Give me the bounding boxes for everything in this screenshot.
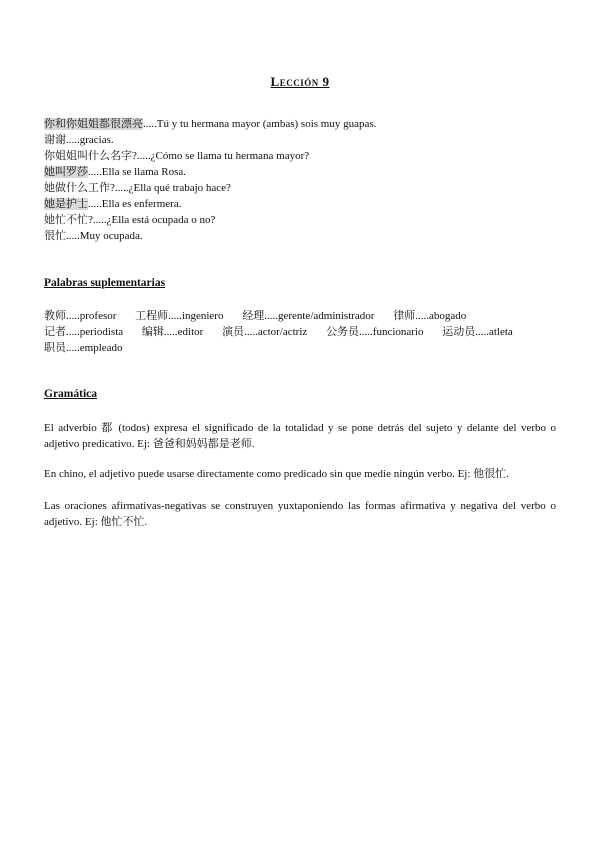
vocab-item: [326, 324, 423, 340]
dialogue-line: [44, 148, 564, 164]
dialogue-chinese: 你姐姐叫什么名字?: [44, 150, 137, 162]
dialogue-line: [44, 196, 564, 212]
dialogue-line: [44, 180, 564, 196]
vocab-section-title: Palabras suplementarias: [44, 277, 166, 289]
dialogue-spanish: .....Muy ocupada.: [66, 230, 143, 242]
vocab-chinese: 工程师: [135, 310, 169, 322]
grammar-paragraph: Las oraciones afirmativas-negativas se construyen yuxtaponiendo las formas afirmativa y negativa del verbo o adjetivo. Ej: 他忙不忙.: [44, 500, 556, 528]
dialogue-line: [44, 164, 564, 180]
dialogue-spanish: .....¿Ella está ocupada o no?: [92, 214, 216, 226]
vocab-chinese: 经理: [242, 310, 265, 322]
dialogue-spanish: .....gracias.: [66, 134, 114, 146]
vocab-row: [44, 324, 564, 340]
grammar-paragraph: El adverbio 都 (todos) expresa el significado de la totalidad y se pone detrás del sujeto y delante del verbo o adjetivo predicativo. Ej: 爸爸和妈妈都是老师.: [44, 422, 556, 450]
vocab-chinese: 律师: [393, 310, 416, 322]
dialogue-line: [44, 228, 564, 244]
vocab-row: [44, 308, 564, 324]
dialogue-chinese: 她忙不忙?: [44, 214, 93, 226]
lesson-title: Lección 9: [270, 74, 330, 89]
vocab-spanish: .....profesor: [66, 310, 117, 322]
grammar-paragraph: En chino, el adjetivo puede usarse directamente como predicado sin que medie ningún verbo. Ej: 他很忙.: [44, 468, 509, 480]
dialogue-spanish: .....Ella es enfermera.: [88, 198, 182, 210]
vocab-block: [44, 308, 564, 356]
vocab-chinese: 运动员: [442, 326, 476, 338]
vocab-item: [135, 308, 223, 324]
vocab-chinese: 公务员: [326, 326, 360, 338]
dialogue-spanish: .....Tú y tu hermana mayor (ambas) sois muy guapas.: [143, 118, 377, 130]
dialogue-line: [44, 116, 564, 132]
vocab-row: [44, 340, 564, 356]
grammar-section-title: Gramática: [44, 388, 98, 400]
vocab-spanish: .....empleado: [66, 342, 123, 354]
vocab-spanish: .....actor/actriz: [244, 326, 308, 338]
vocab-spanish: .....ingeniero: [168, 310, 224, 322]
vocab-chinese: 演员: [222, 326, 245, 338]
dialogue-line: [44, 212, 564, 228]
vocab-spanish: .....editor: [163, 326, 204, 338]
vocab-item: [442, 324, 513, 340]
vocab-item: [393, 308, 466, 324]
dialogue-spanish: .....Ella se llama Rosa.: [88, 166, 187, 178]
dialogue-chinese: 她是护士: [44, 198, 88, 210]
vocab-chinese: 职员: [44, 342, 66, 354]
vocab-item: [44, 340, 123, 356]
vocab-item: [44, 324, 123, 340]
vocab-item: [222, 324, 307, 340]
dialogue-spanish: .....¿Cómo se llama tu hermana mayor?: [136, 150, 310, 162]
vocab-item: [142, 324, 203, 340]
vocab-spanish: .....abogado: [415, 310, 467, 322]
dialogue-spanish: .....¿Ella qué trabajo hace?: [114, 182, 231, 194]
vocab-spanish: .....atleta: [475, 326, 513, 338]
dialogue-chinese: 她做什么工作?: [44, 182, 115, 194]
dialogue-chinese: 很忙: [44, 230, 66, 242]
dialogue-line: [44, 132, 564, 148]
vocab-spanish: .....gerente/administrador: [264, 310, 375, 322]
dialogue-chinese: 谢谢: [44, 134, 66, 146]
vocab-chinese: 教师: [44, 310, 66, 322]
vocab-chinese: 编辑: [141, 326, 164, 338]
vocab-item: [242, 308, 374, 324]
dialogue-block: [44, 116, 564, 244]
vocab-chinese: 记者: [44, 326, 66, 338]
vocab-spanish: .....periodista: [66, 326, 124, 338]
vocab-item: [44, 308, 116, 324]
dialogue-chinese: 你和你姐姐都很漂亮: [44, 118, 143, 130]
dialogue-chinese: 她叫罗莎: [44, 166, 88, 178]
vocab-spanish: .....funcionario: [359, 326, 424, 338]
